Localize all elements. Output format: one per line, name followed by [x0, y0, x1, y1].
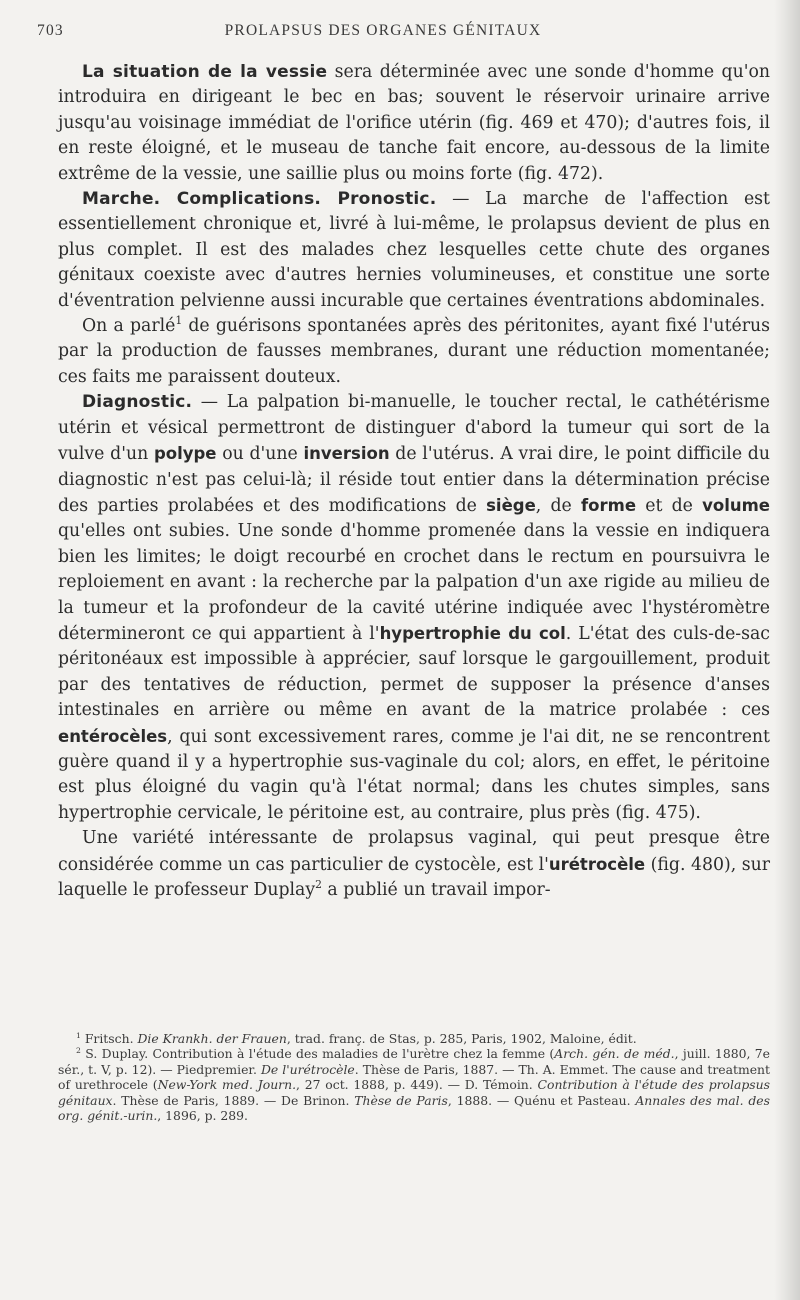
footnote-text: , juill. 1880, 7e sér., t. V, p. 12). — Piedpremier. — [58, 1046, 771, 1077]
paragraph-text: de guérisons spontanées après des péritonites, ayant fixé l'utérus par la production de fausses membranes, durant une réduction momentanée; ces faits me paraissent douteux. — [58, 316, 770, 387]
footnote-title: Contribution à l'étude des prolapsus génitaux — [58, 1077, 770, 1108]
paragraph-text: sera déterminée avec une sonde d'homme qu'on introduira en dirigeant le bec en bas; souvent le réservoir urinaire arrive jusqu'au voisinage immédiat de l'orifice utérin (fig. 469 et 470); d'autres fois, il en reste éloigné, et le museau de tanche fait encore, au-dessous de la limite extrême de la vessie, une saillie plus ou moins forte (fig. 472). — [58, 62, 770, 184]
paragraph-text: Une variété intéressante de prolapsus vaginal, qui peut presque être considérée comme un cas particulier de cystocèle, est l' — [58, 828, 770, 875]
paragraph-text: . L'état des culs-de-sac péritonéaux est impossible à apprécier, sauf lorsque le gargouillement, produit par des tentatives de réduction, permet de supposer la présence d'anses intestinales en arrière ou même en avant de la matrice prolabée : ces — [58, 623, 770, 721]
paragraph-text: — La marche de l'affection est essentiellement chronique et, livré à lui-même, le prolapsus devient de plus en plus complet. Il est des malades chez lesquelles cette chute des organes génitaux coexiste avec d'autres hernies volumineuses, et constitue une sorte d'éventration pelvienne aussi incurable que certaines éventrations abdominales. — [58, 189, 770, 311]
section-heading-diagnostic: Diagnostic. — [82, 392, 193, 413]
footnote-1 — [58, 1031, 770, 1046]
footnote-ref-2[interactable]: 2 — [315, 878, 322, 892]
footnote-text: S. Duplay. Contribution à l'étude des maladies de l'urètre chez la femme ( — [80, 1046, 555, 1062]
page-number: 703 — [37, 22, 64, 39]
footnote-title: De l'urétrocèle — [260, 1061, 355, 1077]
paragraph-urethrocele — [58, 826, 770, 903]
paragraph-text: de l'utérus. A vrai dire, le point difficile du diagnostic n'est pas celui-là; il réside tout entier dans la détermination précise des parties prolabées et des modifications de — [58, 444, 770, 516]
footnotes — [58, 1031, 770, 1123]
footnote-title: Thèse de Paris — [354, 1092, 448, 1108]
paragraph-text: — La palpation bi-manuelle, le toucher rectal, le cathétérisme utérin et vésical permettront de distinguer d'abord la tumeur qui sort de la vulve d'un — [58, 392, 770, 465]
term-forme: forme — [580, 495, 637, 515]
footnote-number: 1 — [76, 1030, 81, 1040]
term-inversion: inversion — [303, 444, 390, 464]
footnote-title: Annales des mal. des org. génit.-urin. — [58, 1092, 771, 1124]
paragraph-text: qu'elles ont subies. Une sonde d'homme promenée dans la vessie en indiquera bien les limites; le doigt recourbé en crochet dans le rectum en poursuivra le reploiement en avant : la recherche par la palpation d'un axe rigide au milieu de la tumeur et la profondeur de la cavité utérine indiquée avec l'hystéromètre détermineront ce qui appartient à l' — [58, 521, 770, 644]
footnote-text: . Thèse de Paris, 1887. — Th. A. Emmet. The cause and treatment of urethrocele ( — [58, 1061, 770, 1093]
paragraph-text: et de — [636, 495, 703, 516]
footnote-2 — [58, 1046, 770, 1123]
footnote-ref-1[interactable]: 1 — [175, 314, 183, 328]
footnote-text: Fritsch. — [80, 1031, 138, 1046]
footnote-title: Arch. gén. de méd. — [554, 1046, 675, 1062]
running-header — [37, 22, 729, 46]
footnote-text: , 1888. — Quénu et Pasteau. — [447, 1092, 636, 1108]
paragraph-bladder-situation — [58, 60, 770, 187]
main-text — [58, 60, 770, 903]
paragraph-text: a publié un travail impor- — [321, 880, 551, 900]
paragraph-text: (fig. 480), sur laquelle le professeur Duplay — [58, 854, 770, 900]
running-title: PROLAPSUS DES ORGANES GÉNITAUX — [224, 22, 542, 39]
section-heading-marche: Marche. Complications. Pronostic. — [82, 189, 437, 210]
paragraph-text: On a parlé — [82, 316, 176, 337]
term-urethrocele: urétrocèle — [548, 854, 646, 874]
footnote-text: , 27 oct. 1888, p. 449). — D. Témoin. — [296, 1077, 538, 1093]
paragraph-course-complications — [58, 187, 770, 314]
footnote-text: , 1896, p. 289. — [157, 1108, 248, 1124]
footnote-title: New-York med. Journ. — [157, 1077, 297, 1093]
footnote-title: Die Krankh. der Frauen — [137, 1031, 287, 1046]
paragraph-lead: La situation de la vessie — [82, 62, 328, 82]
paragraph-text: , qui sont excessivement rares, comme je l'ai dit, ne se rencontrent guère quand il y a hypertrophie sus-vaginale du col; alors, en effet, le péritoine est plus éloigné du vagin qu'à l'état normal; dans les chutes simples, sans hypertrophie cervicale, le péritoine est, au contraire, plus près (fig. 475). — [58, 726, 770, 823]
paragraph-text: , de — [535, 495, 581, 516]
term-hypertrophie-du-col: hypertrophie du col — [379, 623, 566, 643]
term-volume: volume — [702, 495, 770, 515]
term-siege: siège — [486, 495, 536, 515]
footnote-text: , trad. franç. de Stas, p. 285, Paris, 1902, Maloine, édit. — [286, 1031, 637, 1046]
paragraph-text: ou d'une — [216, 444, 304, 465]
footnote-number: 2 — [76, 1046, 81, 1056]
term-polype: polype — [153, 444, 217, 464]
footnote-text: . Thèse de Paris, 1889. — De Brinon. — [112, 1092, 355, 1108]
paragraph-spontaneous-cures — [58, 314, 770, 390]
paragraph-diagnostic — [58, 390, 770, 826]
term-enteroceles: entérocèles — [58, 726, 168, 746]
page-edge-shadow — [774, 0, 800, 1300]
